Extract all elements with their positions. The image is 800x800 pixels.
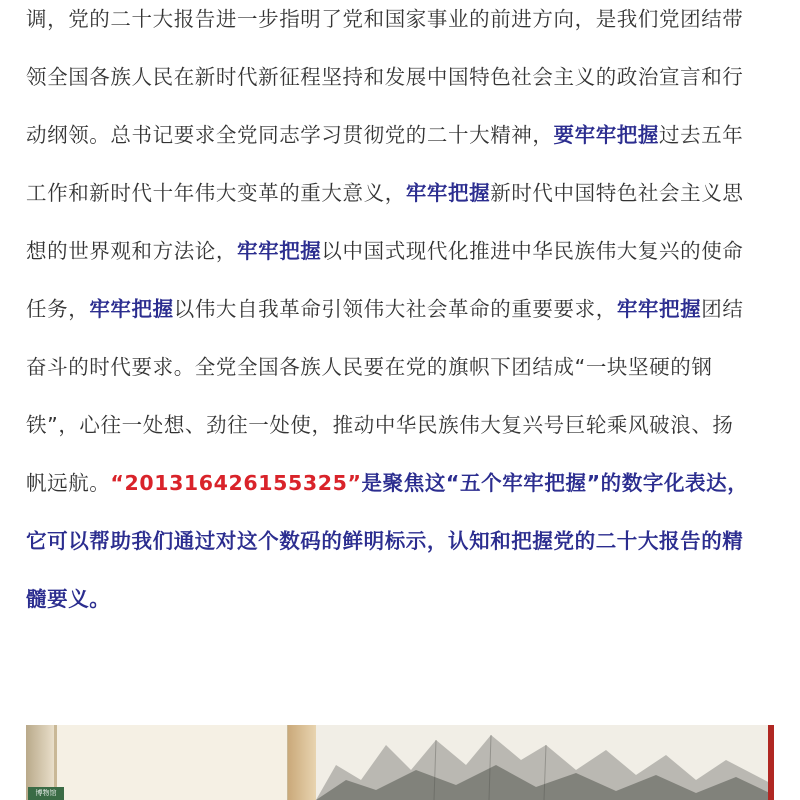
article-line [26, 512, 776, 570]
mountain-painting-icon [316, 725, 774, 800]
keyword-highlight: 牢牢把握 [89, 297, 174, 321]
landscape-painting [316, 725, 774, 800]
text-segment: 任务， [26, 297, 90, 321]
text-segment: 团结 [701, 297, 744, 321]
keyword-highlight: 牢牢把握 [405, 181, 491, 205]
text-segment: 领全国各族人民在新时代新征程坚持和发展中国特色社会主义的政治宣言和行 [26, 65, 744, 89]
photo-pillar [288, 725, 316, 800]
keyword-highlight: 要牢牢把握 [553, 123, 659, 147]
text-segment: 工作和新时代十年伟大变革的重大意义， [26, 181, 406, 205]
article-line [26, 280, 776, 338]
article-body [26, 0, 776, 628]
text-segment: 帆远航。 [26, 471, 111, 495]
text-segment: 调，党的二十大报告进一步指明了党和国家事业的前进方向，是我们党团结带 [26, 7, 744, 31]
article-line [26, 396, 776, 454]
article-line [26, 0, 776, 48]
keyword-highlight: 牢牢把握 [616, 297, 702, 321]
text-segment: 是聚焦这“五个牢牢把握”的数字化表达， [361, 471, 749, 495]
text-segment: 以伟大自我革命引领伟大社会革命的重要要求， [173, 297, 617, 321]
photo-red-edge [768, 725, 774, 800]
code-number-highlight: “201316426155325” [110, 471, 362, 495]
article-line [26, 164, 776, 222]
keyword-highlight: 牢牢把握 [237, 239, 322, 263]
text-segment: 铁”，心往一处想、劲往一处使，推动中华民族伟大复兴号巨轮乘风破浪、扬 [26, 413, 734, 437]
text-segment: 它可以帮助我们通过对这个数码的鲜明标示，认知和把握党的二十大报告的精 [26, 529, 744, 553]
photo-frame [54, 725, 290, 800]
article-line [26, 454, 776, 512]
article-line [26, 570, 776, 628]
article-line [26, 222, 776, 280]
article-line [26, 338, 776, 396]
text-segment: 新时代中国特色社会主义思 [490, 181, 744, 205]
article-line [26, 48, 776, 106]
exhibition-photo [26, 725, 774, 800]
article-line [26, 106, 776, 164]
photo-plaque: 博物馆 [28, 787, 64, 800]
text-segment: 奋斗的时代要求。全党全国各族人民要在党的旗帜下团结成“一块坚硬的钢 [26, 355, 713, 379]
text-segment: 想的世界观和方法论， [26, 239, 237, 263]
text-segment: 以中国式现代化推进中华民族伟大复兴的使命 [321, 239, 744, 263]
text-segment: 动纲领。总书记要求全党同志学习贯彻党的二十大精神， [26, 123, 554, 147]
text-segment: 过去五年 [659, 123, 744, 147]
text-segment: 髓要义。 [26, 587, 111, 611]
